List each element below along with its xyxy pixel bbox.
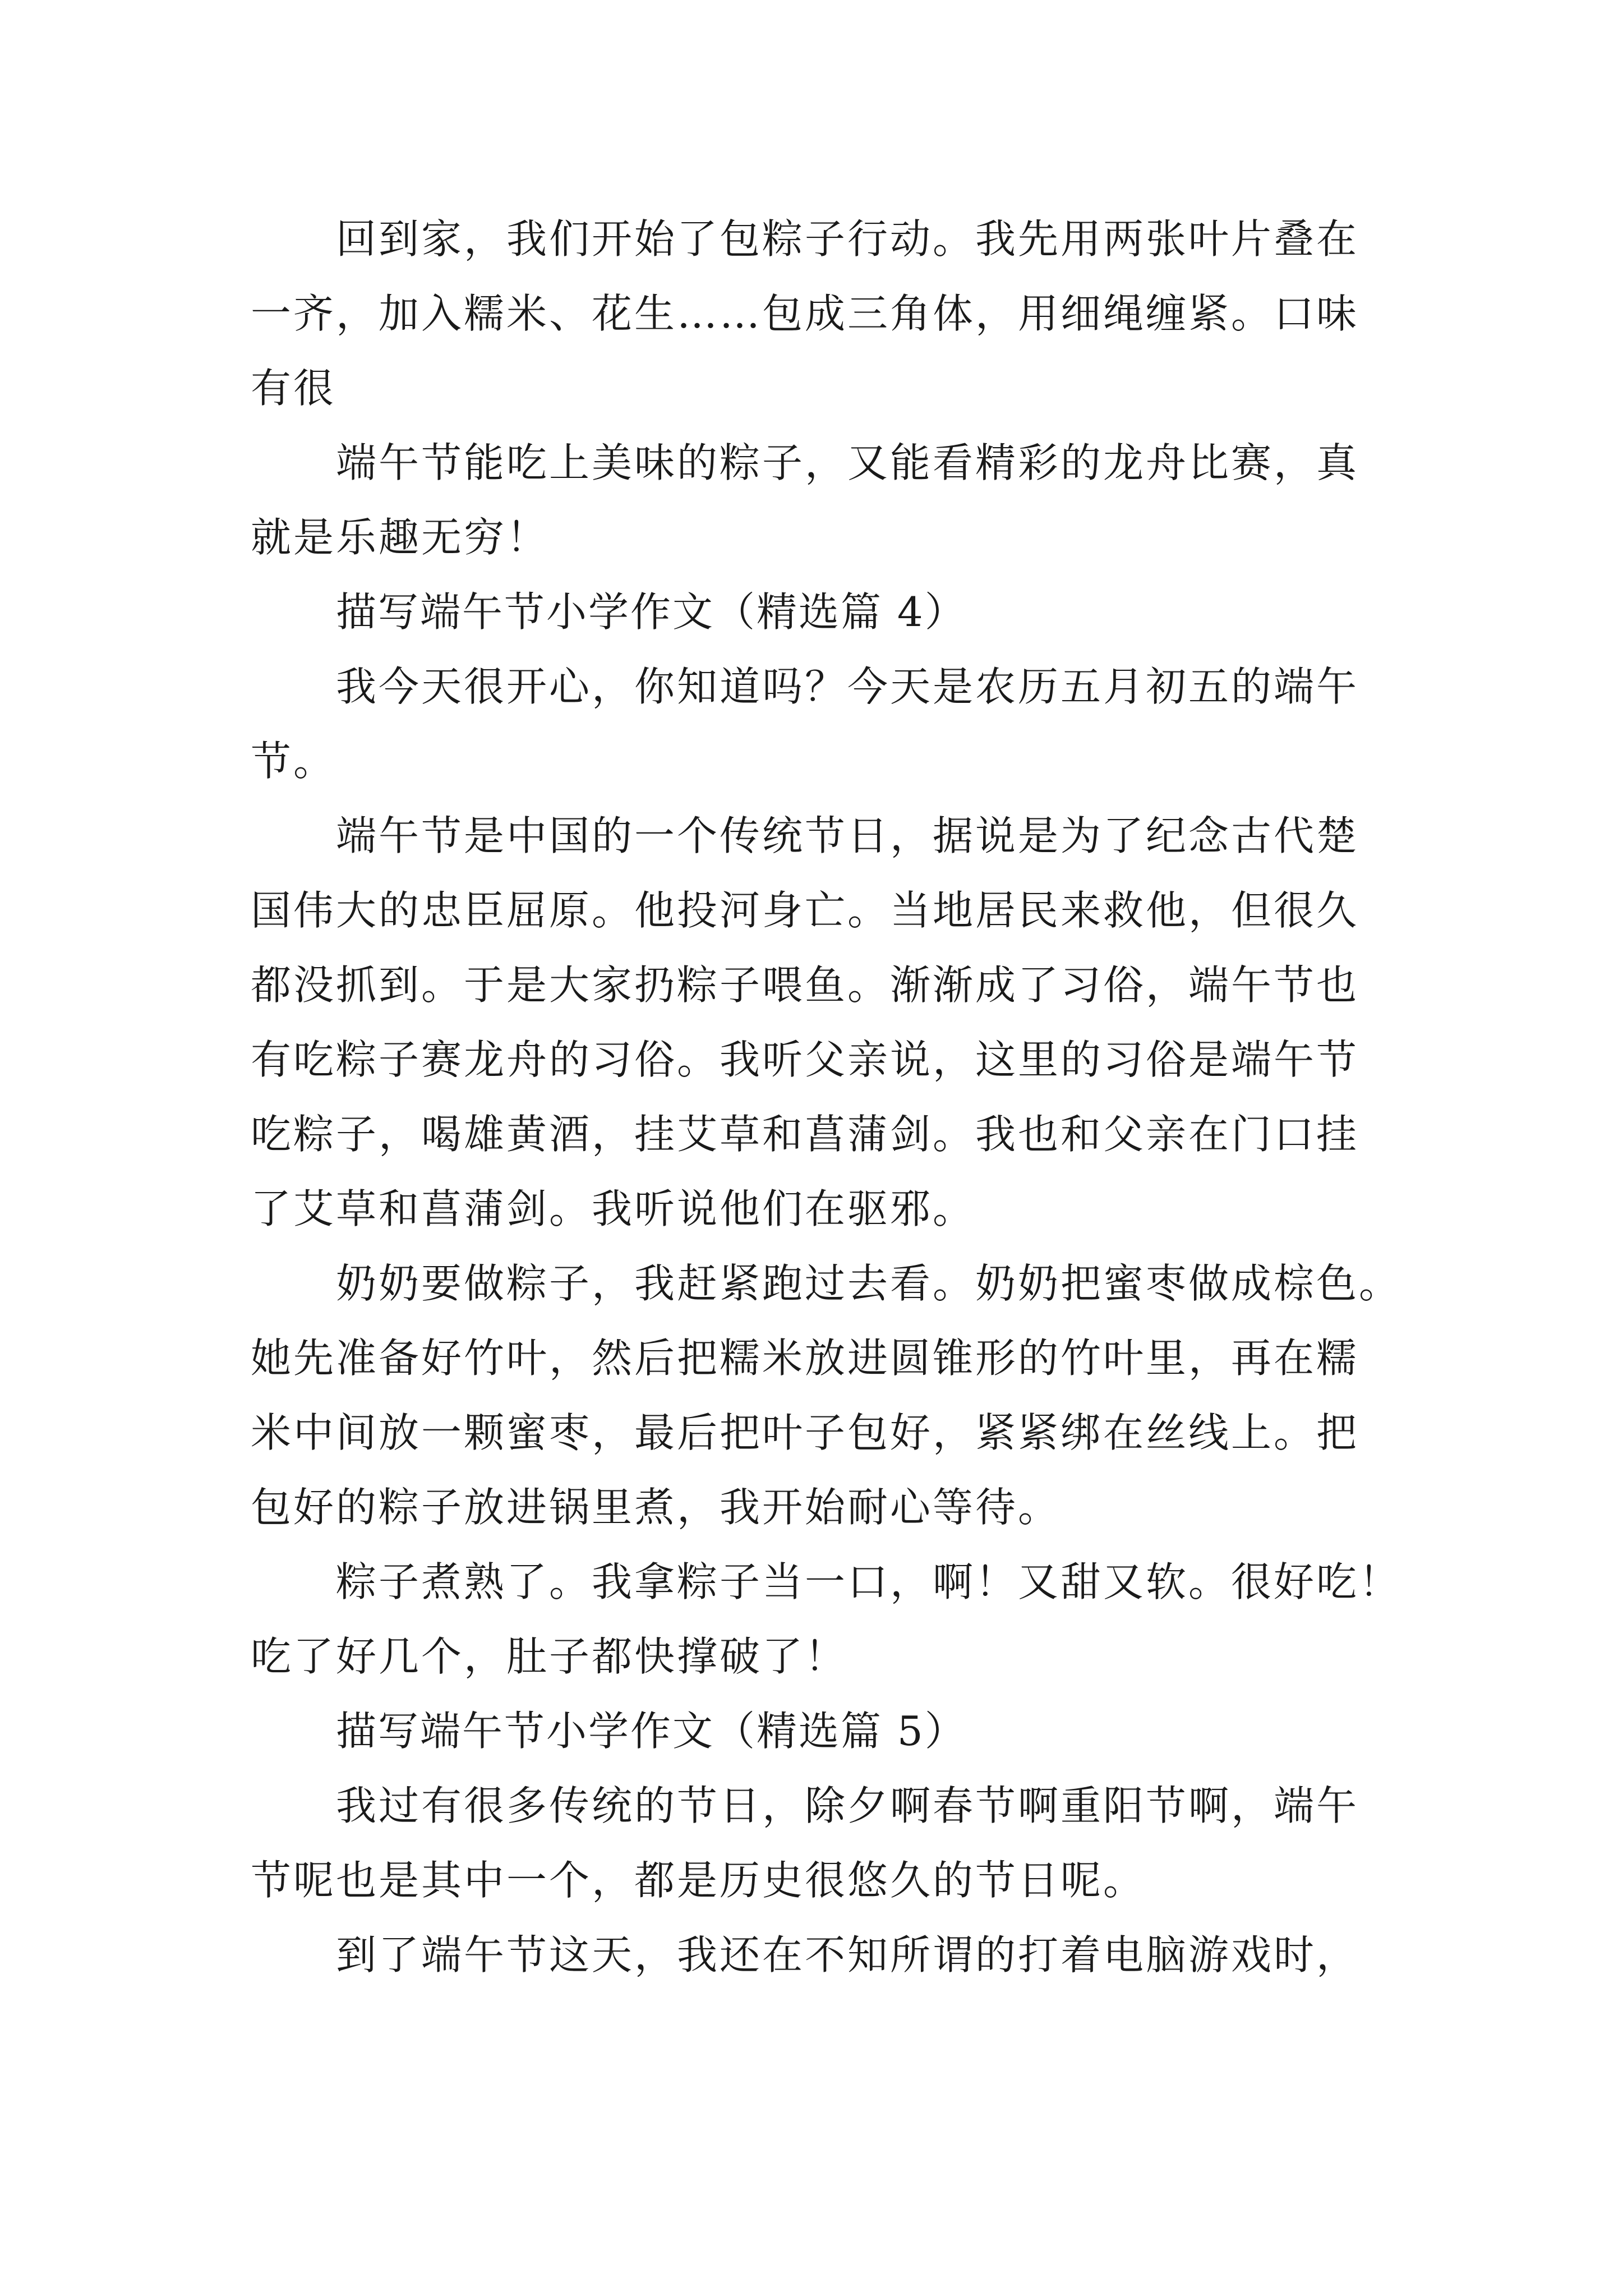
paragraph: [251, 1545, 1402, 1694]
text-line: 我过有很多传统的节日，除夕啊春节啊重阳节啊，端午: [336, 1782, 1359, 1829]
text-line: 吃粽子，喝雄黄酒，挂艾草和菖蒲剑。我也和父亲在门口挂: [251, 1111, 1359, 1158]
paragraph: [251, 202, 1395, 426]
document-body: [251, 202, 1402, 1993]
text-line: 奶奶要做粽子，我赶紧跑过去看。奶奶把蜜枣做成棕色。: [336, 1260, 1402, 1307]
text-line: 有很: [251, 365, 336, 412]
text-line: 都没抓到。于是大家扔粽子喂鱼。渐渐成了习俗，端午节也: [251, 961, 1359, 1009]
text-line: 包好的粽子放进锅里煮，我开始耐心等待。: [251, 1484, 1061, 1531]
paragraph: [251, 799, 1395, 1246]
paragraph: [251, 1918, 1395, 1993]
text-line: 粽子煮熟了。我拿粽子当一口，啊！又甜又软。很好吃！: [336, 1558, 1402, 1605]
text-line: 节呢也是其中一个，都是历史很悠久的节日呢。: [251, 1857, 1146, 1904]
section-heading: 描写端午节小学作文（精选篇 5）: [336, 1708, 967, 1755]
section-heading: 描写端午节小学作文（精选篇 4）: [336, 588, 967, 636]
text-line: 了艾草和菖蒲剑。我听说他们在驱邪。: [251, 1185, 976, 1232]
text-line: 节。: [251, 738, 336, 785]
text-line: 国伟大的忠臣屈原。他投河身亡。当地居民来救他，但很久: [251, 887, 1359, 934]
text-line: 吃了好几个，肚子都快撑破了！: [251, 1633, 848, 1680]
text-line: 她先准备好竹叶，然后把糯米放进圆锥形的竹叶里，再在糯: [251, 1335, 1359, 1382]
text-line: 一齐，加入糯米、花生……包成三角体，用细绳缠紧。口味: [251, 290, 1359, 337]
text-line: 有吃粽子赛龙舟的习俗。我听父亲说，这里的习俗是端午节: [251, 1036, 1359, 1083]
text-line: 端午节是中国的一个传统节日，据说是为了纪念古代楚: [336, 812, 1359, 859]
text-line: 就是乐趣无穷！: [251, 514, 550, 561]
text-line: 端午节能吃上美味的粽子，又能看精彩的龙舟比赛，真: [336, 439, 1359, 486]
paragraph: [251, 650, 1395, 799]
text-line: 米中间放一颗蜜枣，最后把叶子包好，紧紧绑在丝线上。把: [251, 1409, 1359, 1456]
text-line: 到了端午节这天，我还在不知所谓的打着电脑游戏时，: [336, 1931, 1359, 1978]
text-line: 我今天很开心，你知道吗？今天是农历五月初五的端午: [336, 663, 1359, 710]
paragraph: [251, 426, 1395, 575]
paragraph: [251, 1769, 1395, 1918]
paragraph: [251, 1246, 1402, 1545]
text-line: 回到家，我们开始了包粽子行动。我先用两张叶片叠在: [336, 215, 1359, 263]
